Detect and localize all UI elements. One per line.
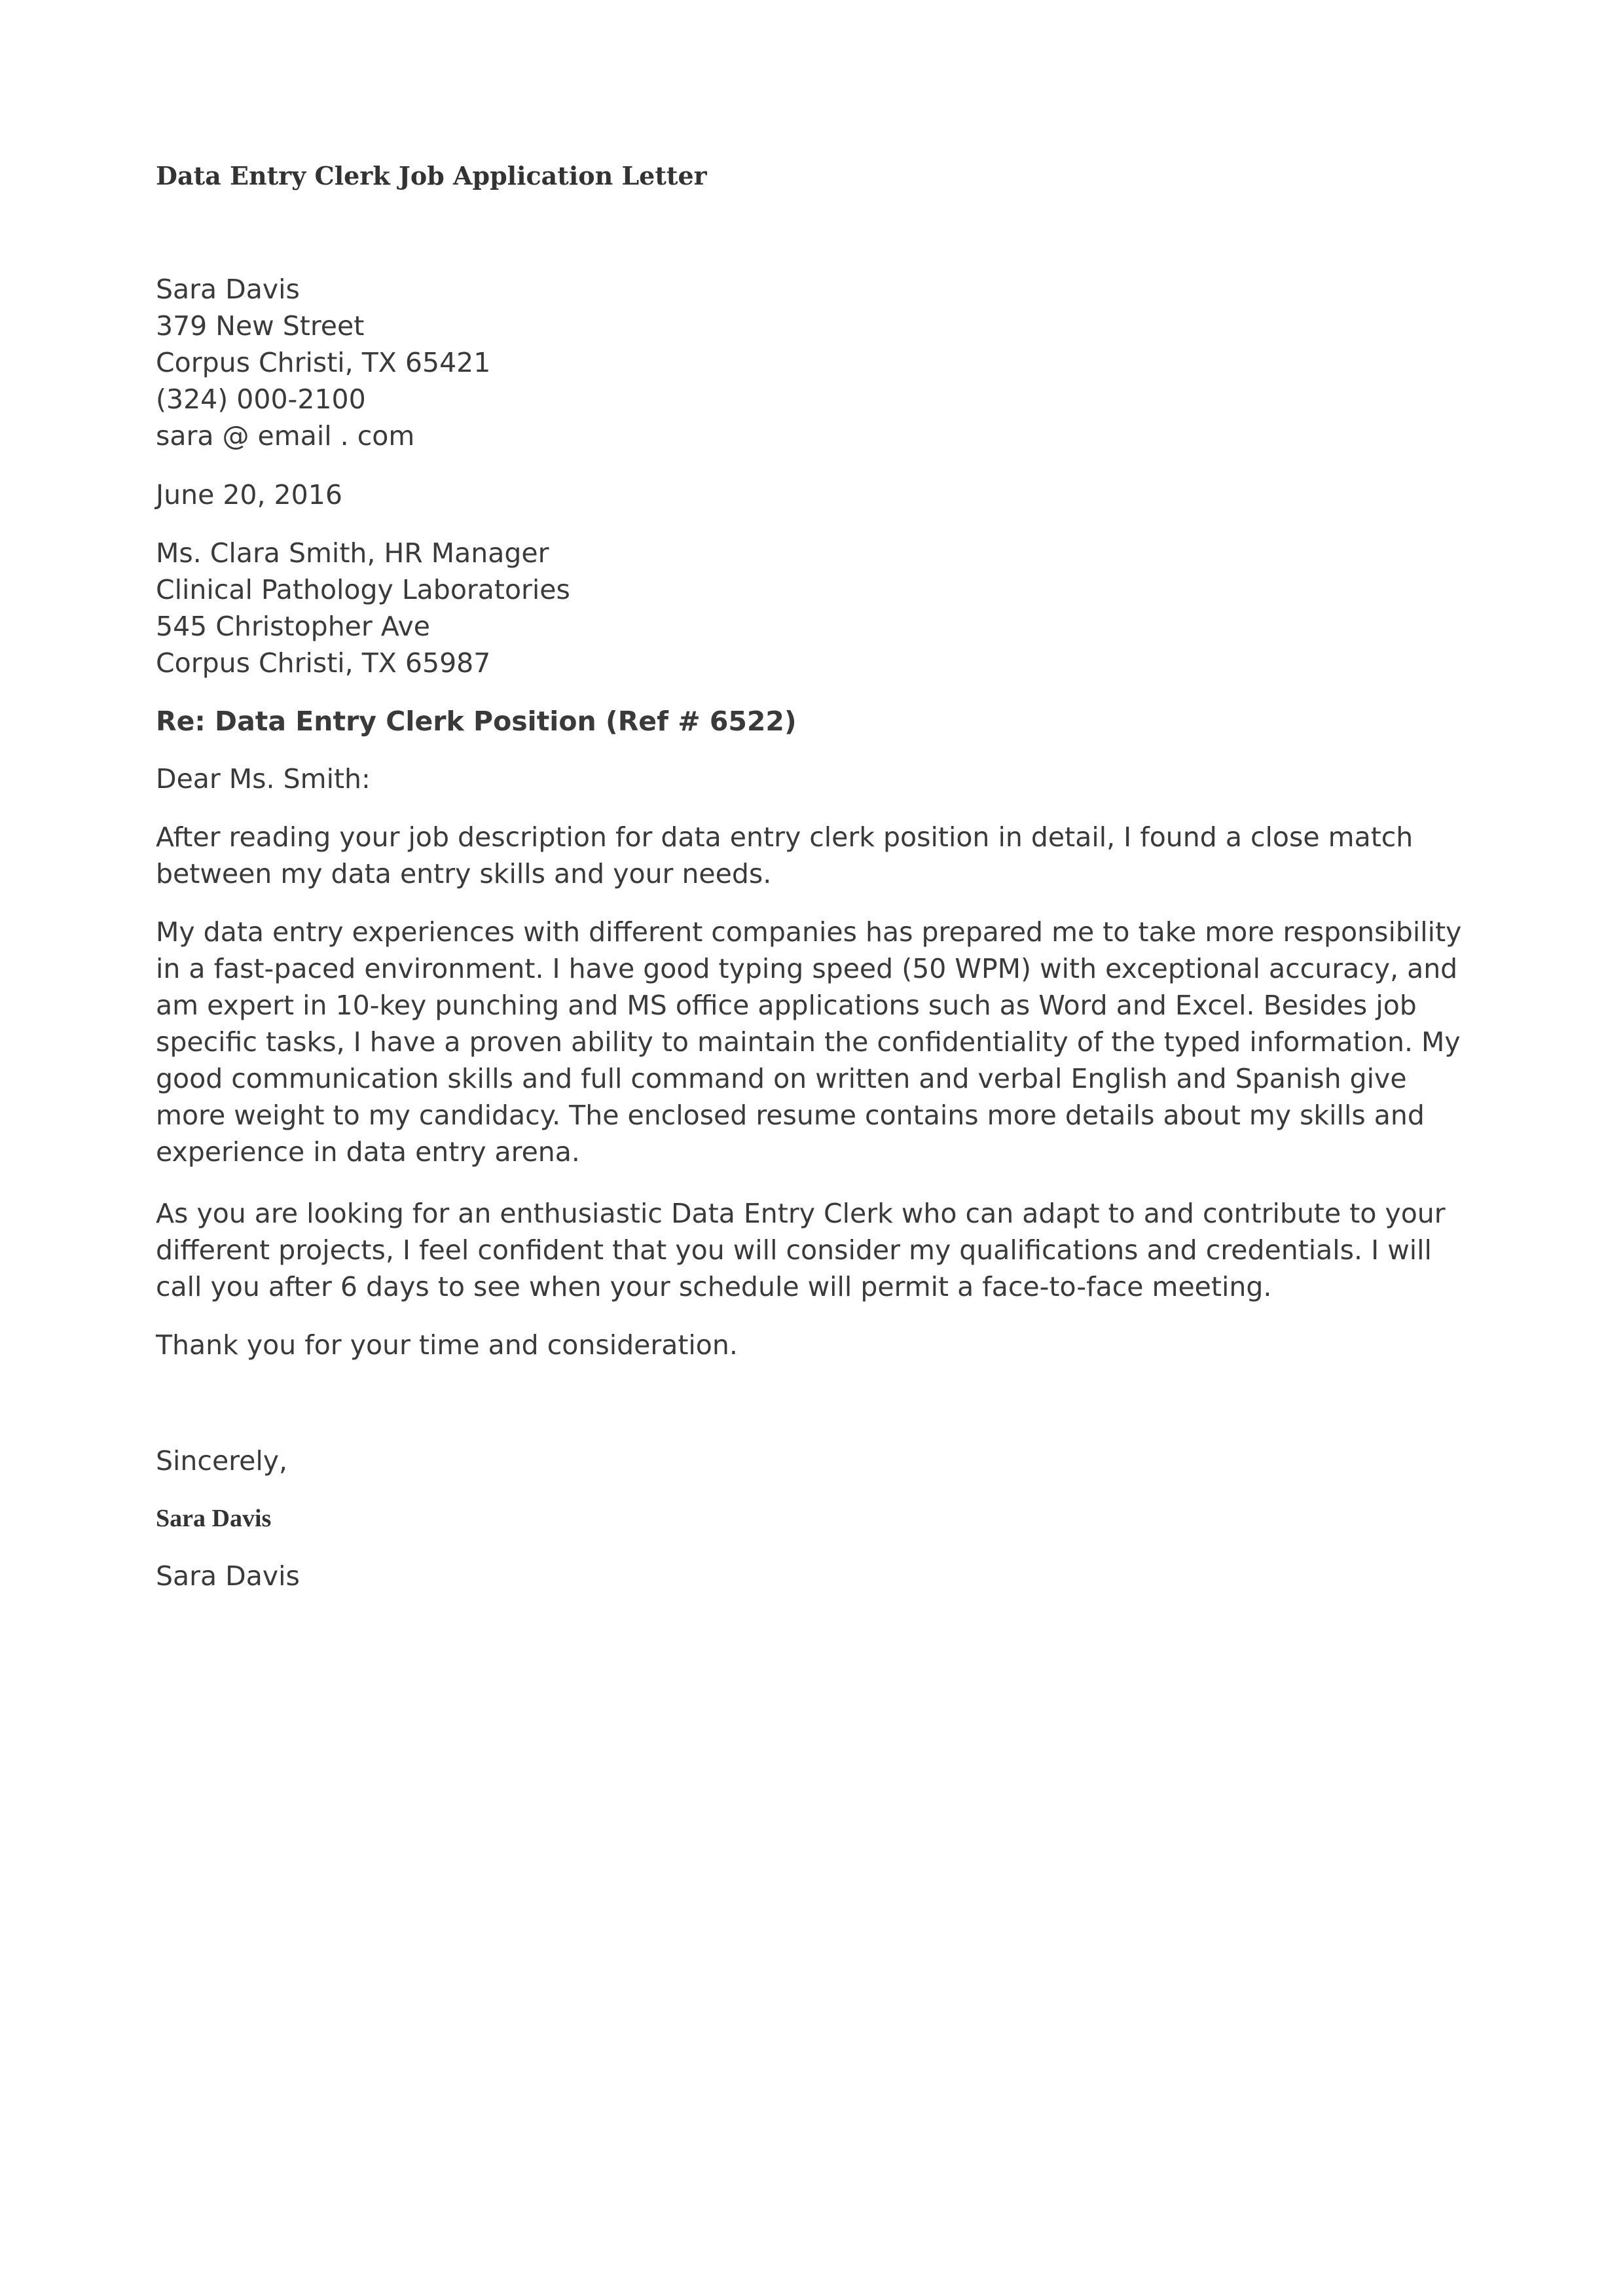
sender-email: sara @ email . com	[156, 420, 415, 452]
letter-date: June 20, 2016	[156, 479, 342, 511]
paragraph-3: As you are looking for an enthusiastic Data Entry Clerk who can adapt to and contribute to your different projects, I feel confident that you will consider my qualifications and credentials. I will call you after 6 days to see when your schedule will permit a face-to-face meeting.	[156, 1198, 1446, 1302]
printed-name: Sara Davis	[156, 1560, 300, 1592]
recipient-company: Clinical Pathology Laboratories	[156, 574, 570, 605]
paragraph-1: After reading your job description for data entry clerk position in detail, I found a close match between my data entry skills and your needs.	[156, 821, 1413, 889]
sender-address	[156, 271, 1472, 454]
subject-block	[156, 703, 1472, 740]
closing-block	[156, 1443, 1472, 1479]
salutation-block	[156, 761, 1472, 797]
letter-date-block	[156, 476, 1472, 513]
sender-phone: (324) 000-2100	[156, 384, 366, 415]
printed-name-block	[156, 1558, 1472, 1594]
recipient-city: Corpus Christi, TX 65987	[156, 647, 491, 679]
sender-street: 379 New Street	[156, 310, 365, 342]
sender-name: Sara Davis	[156, 274, 300, 305]
recipient-street: 545 Christopher Ave	[156, 611, 430, 642]
salutation: Dear Ms. Smith:	[156, 763, 371, 795]
closing: Sincerely,	[156, 1445, 288, 1477]
recipient-address	[156, 535, 1472, 681]
paragraph-2: My data entry experiences with different companies has prepared me to take more responsibility in a fast-paced environment. I have good typing speed (50 WPM) with exceptional accuracy, and am expert in 10-key punching and MS office applications such as Word and Excel. Besides job specific tasks, I have a proven ability to maintain the confidentiality of the typed information. My good communication skills and full command on written and verbal English and Spanish give more weight to my candidacy. The enclosed resume contains more details about my skills and experience in data entry arena.	[156, 916, 1462, 1168]
recipient-name: Ms. Clara Smith, HR Manager	[156, 537, 549, 569]
paragraph-4: Thank you for your time and consideration.	[156, 1329, 738, 1361]
signature: Sara Davis	[156, 1505, 272, 1532]
subject-line: Re: Data Entry Clerk Position (Ref # 6522)	[156, 706, 797, 737]
document-title: Data Entry Clerk Job Application Letter	[156, 161, 707, 190]
sender-city: Corpus Christi, TX 65421	[156, 347, 491, 378]
signature-block	[156, 1500, 1472, 1537]
